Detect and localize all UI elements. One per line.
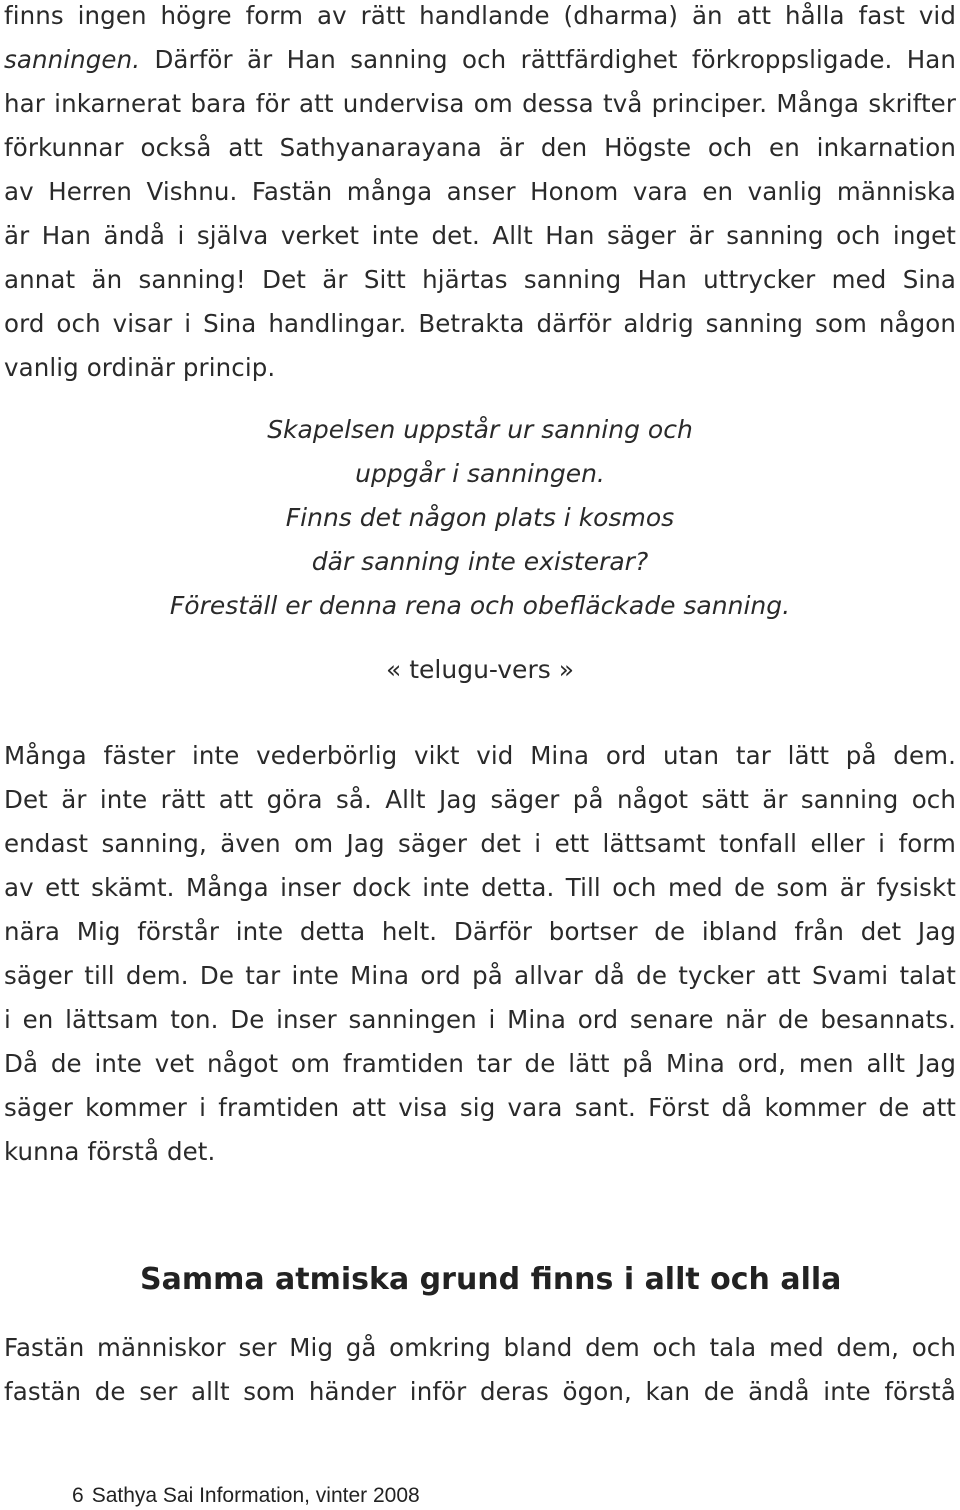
- verse-line: Finns det någon plats i kosmos: [285, 503, 675, 532]
- text-line: vanlig ordinär princip.: [4, 353, 276, 382]
- page-footer: [72, 1482, 420, 1510]
- text-line: av Herren Vishnu. Fastän många anser Honom vara en vanlig människa: [4, 177, 956, 206]
- text-line: ord och visar i Sina handlingar. Betrakta därför aldrig sanning som någon: [4, 309, 956, 338]
- italic-word: sanningen.: [4, 45, 141, 74]
- text-line: nära Mig förstår inte detta helt. Därför bortser de ibland från det Jag: [4, 917, 956, 946]
- verse-line: där sanning inte existerar?: [311, 547, 649, 576]
- text-line: finns ingen högre form av rätt handlande (dharma) än att hålla fast vid: [4, 1, 956, 30]
- text-line: Många fäster inte vederbörlig vikt vid Mina ord utan tar lätt på dem.: [4, 741, 956, 770]
- text-line: kunna förstå det.: [4, 1137, 216, 1166]
- verse-line: uppgår i sanningen.: [355, 459, 605, 488]
- text-line: fastän de ser allt som händer inför deras ögon, kan de ändå inte förstå: [4, 1377, 956, 1406]
- text-line: har inkarnerat bara för att undervisa om dessa två principer. Många skrifter: [4, 89, 956, 118]
- text-line: annat än sanning! Det är Sitt hjärtas sanning Han uttrycker med Sina: [4, 265, 956, 294]
- main-paragraph: [4, 734, 956, 1174]
- section-heading: Samma atmiska grund finns i allt och alla: [140, 1262, 842, 1297]
- top-paragraph: [4, 0, 956, 390]
- text-line: är Han ändå i själva verket inte det. Allt Han säger är sanning och inget: [4, 221, 956, 250]
- text-line: säger kommer i framtiden att visa sig vara sant. Först då kommer de att: [4, 1093, 956, 1122]
- text-run: Därför är Han sanning och rättfärdighet förkroppsligade. Han: [140, 45, 956, 74]
- verse-block: [0, 408, 960, 628]
- page-number: 6: [72, 1484, 84, 1507]
- text-line: förkunnar också att Sathyanarayana är den Högste och en inkarnation: [4, 133, 956, 162]
- verse-line: Skapelsen uppstår ur sanning och: [267, 415, 693, 444]
- text-line: endast sanning, även om Jag säger det i ett lättsamt tonfall eller i form: [4, 829, 956, 858]
- text-line: [4, 38, 956, 82]
- text-line: Då de inte vet något om framtiden tar de lätt på Mina ord, men allt Jag: [4, 1049, 956, 1078]
- publication-name: Sathya Sai Information, vinter 2008: [91, 1484, 420, 1507]
- verse-source: « telugu-vers »: [385, 655, 574, 684]
- text-line: Det är inte rätt att göra så. Allt Jag säger på något sätt är sanning och: [4, 785, 956, 814]
- section-paragraph: [4, 1326, 956, 1414]
- text-line: i en lättsam ton. De inser sanningen i Mina ord senare när de besannats.: [4, 1005, 956, 1034]
- verse-line: Föreställ er denna rena och obefläckade sanning.: [169, 591, 791, 620]
- text-line: säger till dem. De tar inte Mina ord på allvar då de tycker att Svami talat: [4, 961, 956, 990]
- text-line: av ett skämt. Många inser dock inte detta. Till och med de som är fysiskt: [4, 873, 956, 902]
- text-line: Fastän människor ser Mig gå omkring bland dem och tala med dem, och: [4, 1333, 956, 1362]
